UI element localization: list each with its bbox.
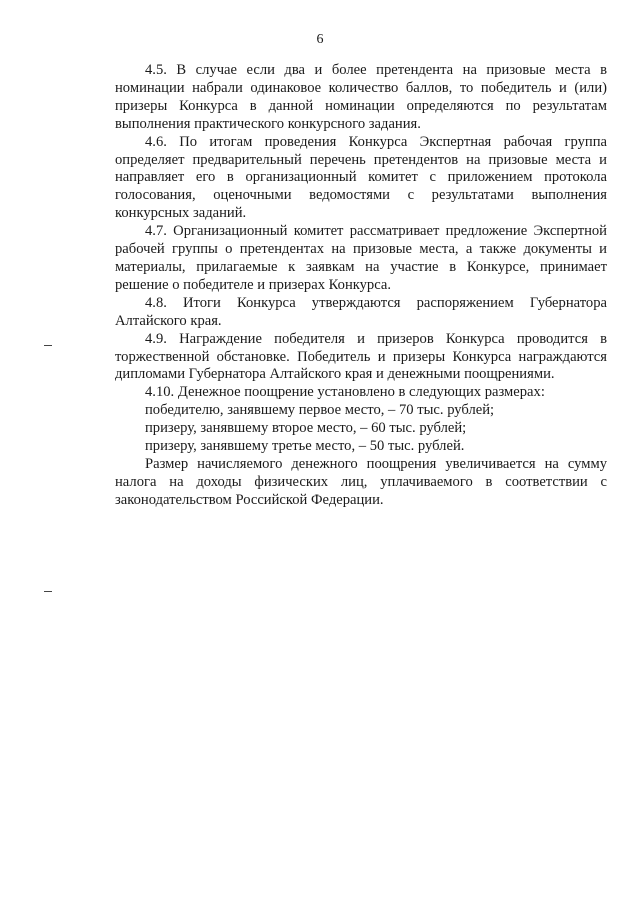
- paragraph-4-5: 4.5. В случае если два и более претендента на призовые места в номинации набрали одинаковое количество баллов, то победитель и (или) призеры Конкурса в данной номинации определяются по результатам выполнения практического конкурсного задания.: [115, 62, 607, 132]
- prize-second-place: призеру, занявшему второе место, – 60 тыс. рублей;: [145, 420, 467, 437]
- document-body: [115, 62, 607, 510]
- paragraph-4-7: 4.7. Организационный комитет рассматривает предложение Экспертной рабочей группы о претендентах на призовые места, а также документы и материалы, прилагаемые к заявкам на участие в Конкурсе, принимает решение о победителе и призерах Конкурса.: [115, 223, 607, 293]
- margin-mark: [44, 591, 52, 592]
- paragraph-4-8: 4.8. Итоги Конкурса утверждаются распоряжением Губернатора Алтайского края.: [115, 294, 607, 329]
- paragraph-4-6: 4.6. По итогам проведения Конкурса Экспертная рабочая группа определяет предварительный перечень претендентов на призовые места и направляет его в организационный комитет с приложением протокола голосования, оценочными ведомостями с результатами выполнения конкурсных заданий.: [115, 133, 607, 222]
- paragraph-4-10: 4.10. Денежное поощрение установлено в следующих размерах:: [145, 384, 545, 401]
- page-number: 6: [316, 32, 324, 47]
- paragraph-4-9: 4.9. Награждение победителя и призеров Конкурса проводится в торжественной обстановке. Победитель и призеры Конкурса награждаются дипломами Губернатора Алтайского края и денежными поощрениями.: [115, 330, 607, 383]
- prize-third-place: призеру, занявшему третье место, – 50 тыс. рублей.: [145, 438, 465, 455]
- paragraph-tax-note: Размер начисляемого денежного поощрения увеличивается на сумму налога на доходы физических лиц, уплачиваемого в соответствии с законодательством Российской Федерации.: [115, 455, 607, 508]
- margin-mark: [44, 345, 52, 346]
- prize-first-place: победителю, занявшему первое место, – 70 тыс. рублей;: [145, 402, 495, 419]
